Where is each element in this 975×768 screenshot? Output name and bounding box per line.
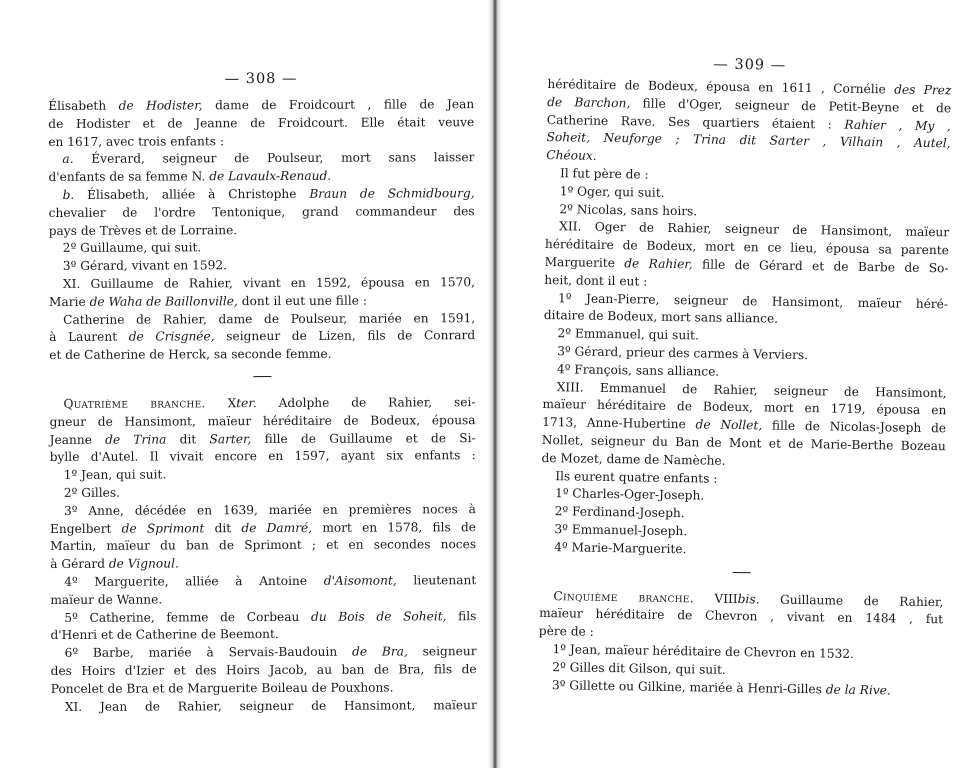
text-segment: Catherine de Rahier, dame de Poulseur, mariée en 1591, xyxy=(63,310,476,327)
text-segment: 3º Gillette ou Gilkine, mariée à Henri-Gilles xyxy=(551,677,826,696)
text-segment: Éverard, seigneur de Poulseur, mort sans laisser xyxy=(73,150,475,167)
text-line xyxy=(50,501,476,521)
text-segment: Ils eurent quatre enfants : xyxy=(555,468,718,486)
text-line xyxy=(50,590,476,610)
text-segment: XI. Guillaume de Rahier, vivant en 1592, épousa en 1570, xyxy=(62,275,475,291)
text-segment: pays de Trèves et de Lorraine. xyxy=(48,222,238,238)
text-segment: 4º Marie-Marguerite. xyxy=(554,539,687,556)
text-segment: fille d'Oger, seigneur de Petit-Beyne et de xyxy=(630,96,952,116)
text-segment: d'enfants de sa femme N. xyxy=(48,169,210,185)
text-segment: Quatrième branche. xyxy=(63,396,206,411)
text-segment: 3º Gérard, vivant en 1592. xyxy=(62,258,228,274)
text-line xyxy=(48,132,474,152)
text-line xyxy=(50,412,476,432)
text-segment: ter. xyxy=(236,396,257,411)
text-segment: seigneur de Lizen, fils de Conrard xyxy=(214,328,476,344)
text-segment: fille de Nicolas-Joseph de xyxy=(762,418,947,436)
text-line xyxy=(48,150,474,170)
text-block xyxy=(538,587,944,700)
text-segment: Engelbert xyxy=(49,521,122,536)
text-segment: fille de Guillaume et de Si- xyxy=(251,430,476,446)
text-line xyxy=(49,221,475,241)
text-segment: Marie xyxy=(48,294,90,309)
text-segment: ditaire de Bodeux, mort sans alliance. xyxy=(543,308,779,327)
text-segment: chevalier de l'ordre Tentonique, grand commandeur des xyxy=(48,203,475,220)
text-segment: seigneur xyxy=(407,644,477,659)
text-line xyxy=(48,167,474,187)
text-segment: de Trina xyxy=(105,432,167,447)
text-line xyxy=(48,114,474,134)
text-line xyxy=(49,203,475,223)
text-segment: 1º Oger, qui suit. xyxy=(559,183,665,200)
page-number: — 309 — xyxy=(713,56,787,74)
text-segment: à Laurent xyxy=(49,330,129,345)
text-segment: Nollet, seigneur du Ban de Mont et de Marie-Berthe Bozeau xyxy=(541,432,946,454)
text-segment: Adolphe de Rahier, sei- xyxy=(256,395,476,411)
text-segment: père de : xyxy=(538,624,594,639)
text-segment: dont il eut une fille : xyxy=(237,293,367,308)
text-segment: de Damré, xyxy=(241,520,313,535)
text-segment: gneur de Hansimont, maïeur héréditaire de Bodeux, épousa xyxy=(49,412,476,429)
text-segment: de Sprimont xyxy=(121,520,205,536)
text-segment: Élisabeth xyxy=(48,98,119,113)
text-segment: Il fut père de : xyxy=(559,166,649,182)
text-segment: bis. xyxy=(737,591,760,606)
right-page-content xyxy=(538,48,952,701)
text-segment: 1º Jean, maïeur héréditaire de Chevron en 1532. xyxy=(552,642,855,661)
text-line xyxy=(49,310,475,330)
text-line xyxy=(50,536,476,556)
text-segment: bylle d'Autel. Il vivait encore en 1597, ayant six enfants : xyxy=(49,448,476,465)
text-block xyxy=(49,394,476,716)
text-line xyxy=(49,345,475,365)
text-line xyxy=(49,327,475,347)
text-line xyxy=(49,274,475,294)
text-segment: dit xyxy=(204,520,242,535)
text-block xyxy=(48,96,475,365)
text-segment: 2º Gilles. xyxy=(63,485,121,500)
text-segment: Chéoux. xyxy=(546,148,597,163)
text-segment: maïeur héréditaire de Bodeux, mort en 1719, épousa en xyxy=(542,397,947,418)
text-segment: a. xyxy=(62,152,74,167)
text-line xyxy=(50,465,476,485)
text-segment: héréditaire de Bodeux, mort en ce lieu, épousa sa parente xyxy=(544,237,949,258)
text-segment: Braun de Schmidbourg, xyxy=(309,186,475,201)
text-segment: Cinquième branche. xyxy=(553,588,695,605)
text-line xyxy=(50,430,476,450)
text-segment: Marguerite xyxy=(544,254,625,271)
text-line xyxy=(51,661,477,681)
text-segment: fils xyxy=(446,608,477,623)
text-segment: de la Rive. xyxy=(825,681,891,697)
text-segment: dame de Froidcourt , fille de Jean xyxy=(202,97,475,113)
text-segment: 1º Jean-Pierre, seigneur de Hansimont, maïeur héré- xyxy=(557,290,949,311)
text-segment: XI. Jean de Rahier, seigneur de Hansimont, maïeur xyxy=(64,697,477,714)
text-segment: 3º Gérard, prieur des carmes à Verviers. xyxy=(557,344,809,363)
text-line xyxy=(48,96,474,116)
text-segment: 1713, Anne-Hubertine xyxy=(542,415,696,432)
text-segment: 5º Catherine, femme de Corbeau xyxy=(64,609,312,625)
text-segment: 3º Anne, décédée en 1639, mariée en premières noces à xyxy=(63,501,476,518)
text-segment: des Prez xyxy=(894,82,952,98)
text-line xyxy=(49,256,475,276)
text-segment: des Hoirs d'Izier et des Hoirs Jacob, au ban de Bra, fils de xyxy=(50,662,477,678)
text-segment: de Hodister, xyxy=(118,98,203,113)
text-segment: du Bois de Soheit, xyxy=(310,608,447,624)
text-segment: Martin, maïeur du ban de Sprimont ; et en secondes noces xyxy=(50,537,477,554)
text-segment: 3º Emmanuel-Joseph. xyxy=(554,522,688,539)
text-segment: de Hodister et de Jeanne de Froidcourt. Elle était veuve xyxy=(48,114,475,131)
text-segment: de Bra, xyxy=(351,644,408,659)
text-line xyxy=(51,643,477,663)
text-segment: fille de Gérard et de Barbe de So- xyxy=(692,257,949,276)
text-segment: XIII. Emmanuel de Rahier, seigneur de Hansimont, xyxy=(556,379,947,400)
left-page xyxy=(48,0,477,768)
text-segment: maïeur héréditaire de Chevron , vivant en 1484 , fut xyxy=(539,606,944,627)
text-segment: Catherine Rave. Ses quartiers étaient : xyxy=(546,112,845,132)
text-segment: 2º Ferdinand-Joseph. xyxy=(554,504,685,521)
text-line xyxy=(50,554,476,574)
text-segment: 6º Barbe, mariée à Servais-Baudouin xyxy=(64,644,353,661)
text-line xyxy=(50,572,476,592)
text-segment: d'Henri et de Catherine de Beemont. xyxy=(50,627,279,643)
text-segment: Guillaume de Rahier, xyxy=(759,591,944,609)
text-segment: Jeanne xyxy=(49,432,106,447)
text-segment: maïeur de Wanne. xyxy=(50,592,163,607)
section-divider xyxy=(733,571,751,572)
text-line xyxy=(49,292,475,312)
text-segment: VIII xyxy=(693,590,738,606)
text-line xyxy=(50,608,476,628)
text-segment: X xyxy=(205,396,237,411)
text-segment: XII. Oger de Rahier, seigneur de Hansimont, maïeur xyxy=(559,219,950,240)
text-segment: heit, dont il eut : xyxy=(544,272,648,289)
text-segment: mort en 1578, fils de xyxy=(312,519,477,535)
text-line xyxy=(49,394,475,414)
text-segment: 2º Emmanuel, qui suit. xyxy=(557,326,700,343)
text-line xyxy=(51,679,477,699)
text-segment: en 1617, avec trois enfants : xyxy=(48,133,225,149)
text-segment: de Crisgnée, xyxy=(128,329,215,345)
text-segment: lieutenant xyxy=(396,573,477,588)
text-segment: héréditaire de Bodeux, épousa en 1611 , Cornélie xyxy=(547,76,895,97)
text-line xyxy=(49,239,475,259)
text-segment: Sarter, xyxy=(209,431,252,446)
text-line xyxy=(49,185,475,205)
section-divider xyxy=(253,376,271,377)
text-segment: Rahier , My , xyxy=(844,117,951,133)
text-segment: 4º François, sans alliance. xyxy=(556,361,720,379)
text-line xyxy=(50,483,476,503)
text-segment: 1º Charles-Oger-Joseph. xyxy=(554,486,705,503)
text-segment: de Mozet, dame de Namèche. xyxy=(541,450,726,468)
text-segment: de Rahier, xyxy=(624,256,693,272)
text-segment: de Waha de Baillonville, xyxy=(89,293,238,309)
text-segment: 2º Gilles dit Gilson, qui suit. xyxy=(552,659,726,677)
text-segment: dit xyxy=(166,431,210,447)
text-segment: 2º Guillaume, qui suit. xyxy=(62,240,202,256)
text-segment: de Nollet, xyxy=(695,417,763,433)
text-segment: de Lavaulx-Renaud. xyxy=(209,168,332,184)
text-segment: 2º Nicolas, sans hoirs. xyxy=(559,201,698,218)
text-segment: et de Catherine de Herck, sa seconde femme. xyxy=(49,346,332,363)
text-line xyxy=(50,519,476,539)
right-page xyxy=(538,0,952,768)
text-segment: b. xyxy=(62,187,75,202)
text-segment: à Gérard xyxy=(50,556,109,572)
text-segment: Soheit, Neuforge ; Trina dit Sarter , Vilhain , Autel, xyxy=(546,130,951,151)
text-segment: de Barchon, xyxy=(547,94,631,111)
text-segment: d'Aisomont, xyxy=(323,573,397,588)
text-segment: de Vignoul. xyxy=(108,556,179,571)
text-line xyxy=(50,625,476,645)
text-segment: 4º Marguerite, alliée à Antoine xyxy=(64,573,324,589)
left-page-content xyxy=(48,64,477,716)
text-segment: Poncelet de Bra et de Marguerite Boileau de Pouxhons. xyxy=(50,680,394,696)
page-number: — 308 — xyxy=(224,70,298,88)
text-line xyxy=(51,697,477,717)
book-gutter xyxy=(488,0,502,768)
text-block xyxy=(540,76,951,563)
text-segment: 1º Jean, qui suit. xyxy=(63,467,167,483)
text-line xyxy=(50,447,476,467)
text-segment: Élisabeth, alliée à Christophe xyxy=(74,186,310,202)
